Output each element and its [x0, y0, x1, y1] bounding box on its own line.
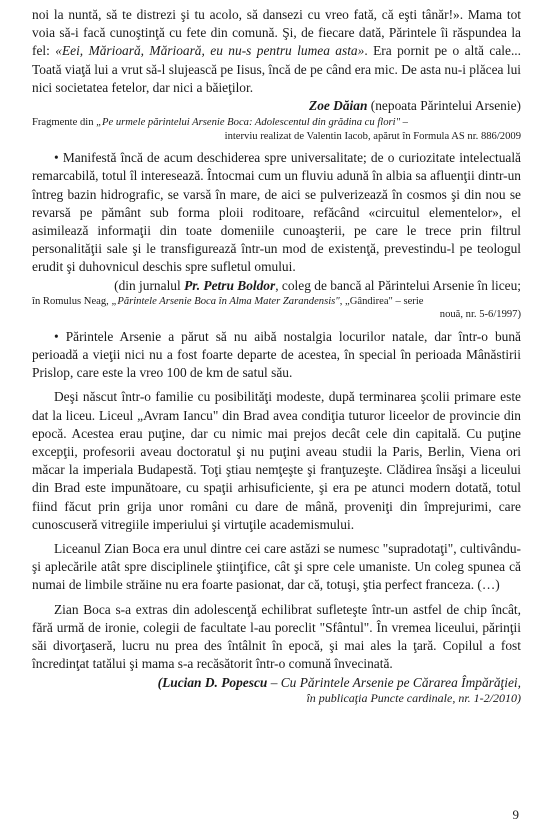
source-citation-3-line2: în publicaţia Puncte cardinale, nr. 1-2/2010)	[306, 690, 521, 705]
page-number: 9	[512, 807, 519, 822]
source-citation-2-line2: nouă, nr. 5-6/1997)	[439, 309, 521, 321]
paragraph-text: . Era pornit pe o altă cale... Toată viaţă lui a vrut să-l slujească pe Iisus, încă de pe când era mic. De asta nu-i plăcea lui nici societatea fetelor, dar nici a băieţilor.	[32, 43, 521, 95]
paragraph-nostalgia: • Părintele Arsenie a părut să nu aibă nostalgia locurilor natale, dar într-o bună perioadă a vieţii nici nu a fost foarte departe de acestea, în special în perioada Mânăstirii Prislop, care este la vreo 100 de km de satul său.	[32, 328, 521, 381]
paragraph-saint: Zian Boca s-a extras din adolescenţă echilibrat sufleteşte într-un astfel de chip încât, fără urmă de ironie, colegii de facultate l-au poreclit "Sfântul". În vremea liceului, părinţii săi divorţaseră, lucru nu prea des întâlnit în epocă, şi mai ales la ţară. Copilul a fost încredinţat tatălui şi mama s-a recăsătorit într-o comună învecinată.	[32, 601, 521, 672]
source-citation-1	[32, 116, 521, 130]
paragraph-wedding	[32, 6, 521, 97]
paragraph-gifted: Liceanul Zian Boca era unul dintre cei care astăzi se numesc "supradotaţi", cultivându-şi aplecările atât spre disciplinele ştiinţifice, cât şi spre cele umaniste. Un coleg spunea că numai de limbile străine nu era foarte pasionat, dar că, totuşi, ştia perfect franceza. (…)	[32, 541, 521, 593]
citation-title: „Părintele Arsenie Boca în Alma Mater Zarandensis"	[111, 295, 340, 307]
signature-zoe	[32, 97, 521, 115]
author-name: Zoe Dăian	[309, 98, 368, 114]
citation-suffix: –	[400, 117, 408, 129]
author-note: , coleg de bancă al Părintelui Arsenie în liceu;	[275, 277, 521, 293]
paragraph-lyceum: Deşi născut într-o familie cu posibilităţi modeste, după terminarea şcolii primare este dat la liceu. Liceul „Avram Iancu" din Brad avea condiţia tuturor liceelor de provincie din epocă. Acestea erau puţine, dar cu nimic mai prejos decât cele din capitală. Cu puţine excepţii, profesorii aveau doctoratul şi nu puţini aveau studii la Paris, Berlin, Viena ori măcar la imperiala Budapestă. Toţi ştiau nemţeşte şi franţuzeşte. Clădirea însăşi a liceului din Brad este impunătoare, cu spaţii arhisuficiente, şi era pe atunci modern dotată, totul fiind făcut prin grija unor români cu dare de mână, proveniţi din împrejurimi, care cunoscuseră vitregiile imperiului şi virtuţile academismului.	[32, 389, 521, 532]
quote-text: «Eei, Mărioară, Mărioară, eu nu-s pentru lumea asta»	[55, 43, 365, 59]
citation-prefix: Fragmente din	[32, 117, 97, 129]
signature-boldor	[32, 277, 521, 295]
source-citation-2	[32, 295, 521, 309]
citation-title: „Pe urmele părintelui Arsenie Boca: Adolescentul din grădina cu flori"	[96, 117, 401, 129]
citation-suffix: , „Gândirea" – serie	[339, 295, 424, 307]
author-name: (Lucian D. Popescu	[157, 674, 268, 690]
citation-title: – Cu Părintele Arsenie pe Cărarea Împărăţiei,	[267, 674, 521, 690]
paragraph-universality: • Manifestă încă de acum deschiderea spre universalitate; de o curiozitate intelectuală remarcabilă, totul îl interesează. Întocmai cum un fluviu adună în albia sa afluenţii dintr-un întreg bazin hidrografic, se varsă în mare, de aici se pulverizează în cosmos şi din nou se revarsă pe pământ sub forma ploii roditoare, refăcând «circuitul elementelor», el asimilează informaţii din toate domeniile cunoaşterii, pe care le trece prin filtrul personalităţii sale şi le transfigurează într-un mod de existenţă, prevestindu-l pe teologul erudit şi duhovnicul deschis spre sufletul omului.	[32, 150, 521, 275]
source-citation-1-line2: interviu realizat de Valentin Iacob, apărut în Formula AS nr. 886/2009	[224, 130, 521, 142]
paragraph-text: noi la nuntă, să te distrezi şi tu acolo, să dansezi cu vreo fată, că eşti tânăr!». Mama tot voia să-i facă cunoştinţă cu fete din comună. Şi, de fiecare dată, Părintele îi răspundea la fel:	[32, 7, 521, 59]
signature-popescu	[32, 674, 521, 692]
citation-prefix: în Romulus Neag,	[32, 295, 112, 307]
author-note: (nepoata Părintelui Arsenie)	[367, 98, 521, 114]
author-name: Pr. Petru Boldor	[184, 277, 276, 293]
citation-prefix: (din jurnalul	[114, 277, 185, 293]
